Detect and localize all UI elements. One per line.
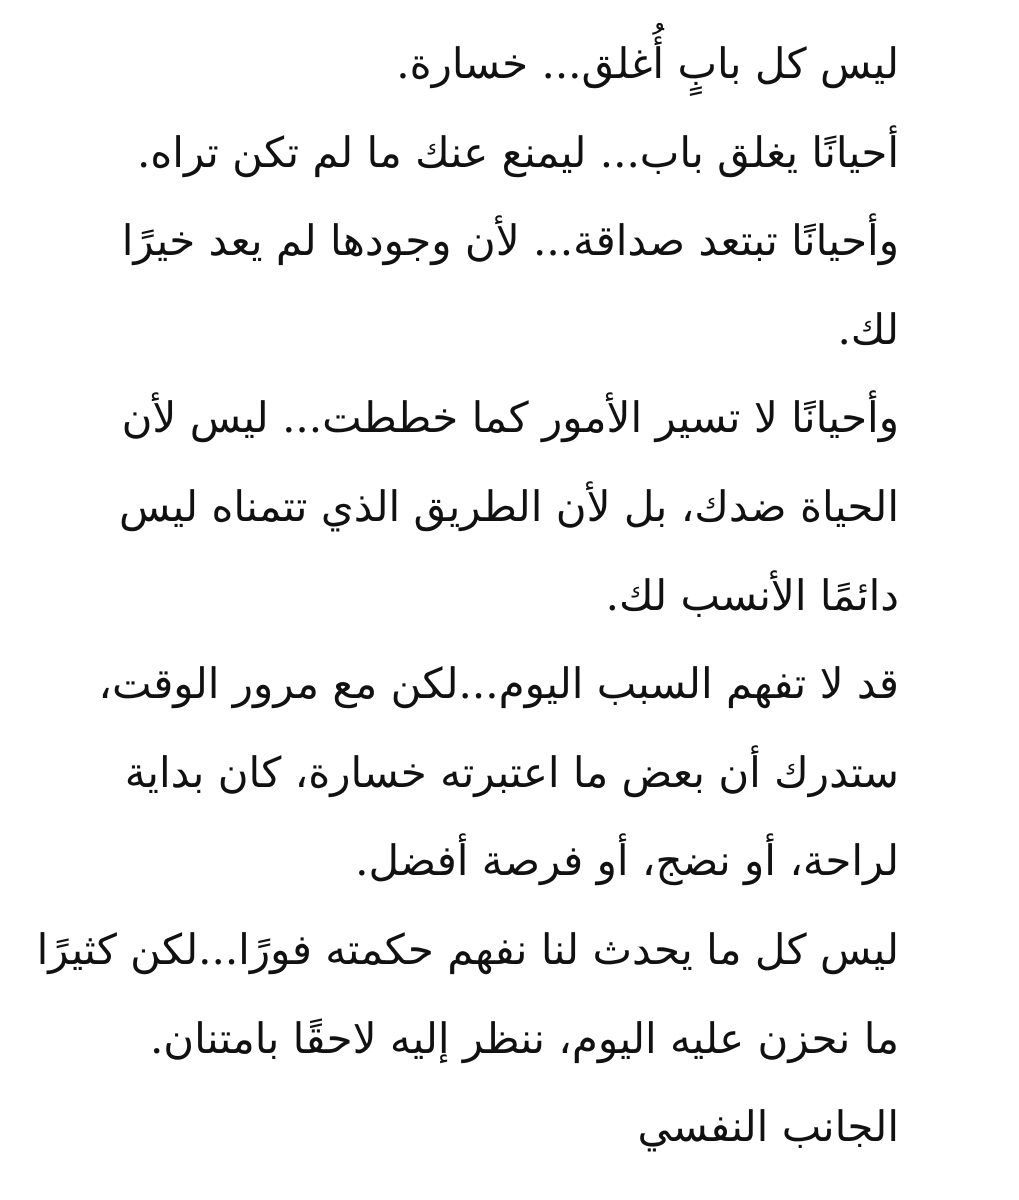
text-line: دائمًا الأنسب لك.: [605, 570, 899, 620]
text-line: لراحة، أو نضج، أو فرصة أفضل.: [355, 836, 899, 886]
author-signature: الجانب النفسي: [637, 1102, 899, 1152]
text-line: ليس كل ما يحدث لنا نفهم حكمته فورًا...لكن كثيرًا: [36, 924, 899, 974]
text-line: قد لا تفهم السبب اليوم...لكن مع مرور الوقت،: [98, 659, 899, 709]
text-line: لك.: [837, 304, 899, 354]
text-line: ما نحزن عليه اليوم، ننظر إليه لاحقًا بامتنان.: [149, 1013, 899, 1063]
text-line: الحياة ضدك، بل لأن الطريق الذي تتمناه ليس: [118, 481, 899, 531]
text-line: ليس كل بابٍ أُغلق... خسارة.: [396, 39, 899, 88]
text-line: وأحيانًا تبتعد صداقة... لأن وجودها لم يعد خيرًا: [121, 216, 899, 266]
text-line: أحيانًا يغلق باب... ليمنع عنك ما لم تكن تراه.: [136, 127, 899, 177]
quote-text-block: [36, 20, 899, 1172]
text-line: ستدرك أن بعض ما اعتبرته خسارة، كان بداية: [124, 747, 899, 797]
text-line: وأحيانًا لا تسير الأمور كما خططت... ليس لأن: [121, 393, 899, 443]
